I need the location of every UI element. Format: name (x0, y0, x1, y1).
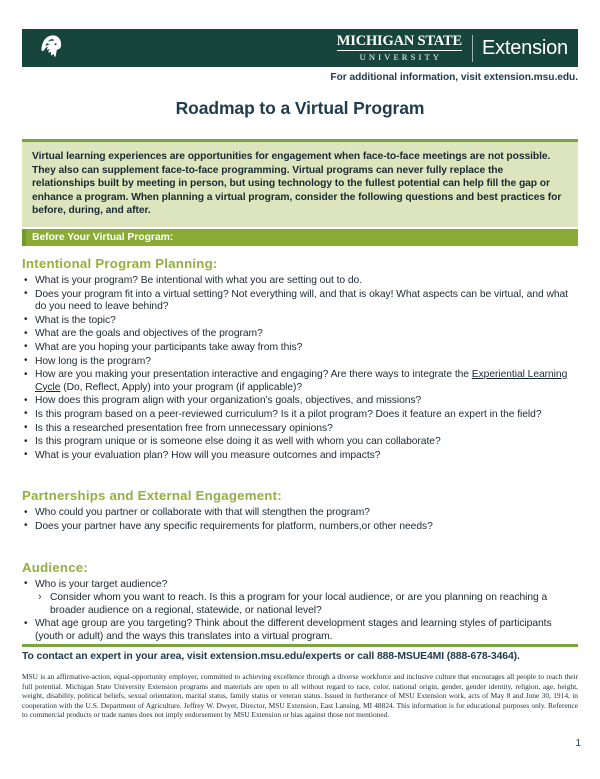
intro-paragraph: Virtual learning experiences are opportunities for engagement when face-to-face meetings are not possible. They also can supplement face-to-face programming. Virtual programs can never fully replace the relationships built by meeting in person, but using technology to the fullest potential can help fill the gap or enhance a program. When planning a virtual program, consider the following questions and best practices for before, during, and after. (32, 151, 562, 216)
section-header-bar-before-your-virtual-program (22, 229, 578, 246)
list-item: • Is this a researched presentation free from unnecessary opinions? (22, 423, 578, 436)
subsection-heading: Audience: (22, 559, 88, 575)
michigan-state-university-wordmark (337, 34, 462, 61)
list-item-label: Who is your target audience? (35, 578, 168, 590)
list-item (22, 579, 578, 618)
list-item: • How does this program align with your organization’s goals, objectives, and missions? (22, 395, 578, 408)
extension-unit-name: Extension (481, 36, 568, 59)
list-item-text-before-link: How are you making your presentation interactive and engaging? Are there ways to integrate the (35, 369, 472, 381)
msu-extension-header-banner (22, 29, 578, 67)
msu-extension-wordmark (337, 32, 568, 64)
list-item: • Does your program fit into a virtual setting? Not everything will, and that is okay! What aspects can be virtual, and what do you need to leave behind? (22, 289, 578, 314)
section-partnerships-and-external-engagement (22, 488, 578, 533)
contact-expert-line: To contact an expert in your area, visit extension.msu.edu/experts or call 888-MSUE4MI (888-678-3464). (22, 651, 520, 662)
list-item: • Is this program unique or is someone else doing it as well with whom you can collaborate? (22, 436, 578, 449)
legal-disclaimer: MSU is an affirmative-action, equal-opportunity employer, committed to achieving excellence through a diverse workforce and inclusive culture that encourages all people to reach their full potential. Michigan State University Extension programs and materials are open to all without regard to race, color, national origin, gender, gender identity, religion, age, height, weight, disability, political beliefs, sexual orientation, marital status, family status or veteran status. Issued in furtherance of MSU Extension work, acts of May 8 and June 30, 1914, in cooperation with the U.S. Department of Agriculture. Jeffrey W. Dwyer, Director, MSU Extension, East Lansing, MI 48824. This information is for educational purposes only. Reference to commercial products or trade names does not imply endorsement by MSU Extension or bias against those not mentioned. (22, 672, 578, 720)
bullet-list (22, 275, 578, 462)
subsection-heading: Partnerships and External Engagement: (22, 488, 282, 504)
page-title: Roadmap to a Virtual Program (175, 98, 425, 118)
list-item-text-after-link: (Do, Reflect, Apply) into your program (if applicable)? (60, 381, 303, 393)
footer-divider-rule (22, 644, 578, 647)
bullet-list (22, 579, 578, 644)
list-item: • What are the goals and objectives of the program? (22, 328, 578, 341)
list-item-with-link (22, 369, 578, 394)
university-name-line2: UNIVERSITY (359, 51, 443, 62)
subsection-heading: Intentional Program Planning: (22, 256, 218, 271)
list-item: • What are you hoping your participants take away from this? (22, 342, 578, 355)
list-item: • Is this program based on a peer-reviewed curriculum? Is it a pilot program? Does it feature an expert in the field? (22, 409, 578, 422)
section-header-label: Before Your Virtual Program: (32, 232, 174, 243)
page-number: 1 (575, 738, 581, 749)
list-item: • What is your program? Be intentional with what you are setting out to do. (22, 275, 578, 288)
section-intentional-program-planning (22, 256, 578, 462)
document-content (22, 256, 578, 644)
additional-information-line: For additional information, visit extension.msu.edu. (330, 72, 578, 83)
spartan-helmet-icon (34, 32, 68, 64)
list-item: • Who could you partner or collaborate with that will stengthen the program? (22, 507, 578, 520)
bullet-list (22, 507, 578, 533)
sub-bullet-list (35, 592, 578, 617)
list-item: • What age group are you targeting? Think about the different development stages and learning styles of participants (youth or adult) and the ways this translates into a virtual program. (22, 618, 578, 643)
intro-callout-box (22, 139, 578, 227)
university-name-line1: MICHIGAN STATE (336, 33, 462, 50)
list-item: • What is your evaluation plan? How will you measure outcomes and impacts? (22, 450, 578, 463)
list-item: • How long is the program? (22, 356, 578, 369)
section-audience (22, 560, 578, 644)
experiential-learning-cycle-link[interactable]: Experiential Learning Cycle (35, 369, 568, 393)
sub-list-item: › Consider whom you want to reach. Is this a program for your local audience, or are you planning on reaching a broader audience on a regional, statewide, or national level? (35, 592, 578, 617)
list-item: • What is the topic? (22, 315, 578, 328)
wordmark-divider (472, 35, 473, 62)
list-item: • Does your partner have any specific requirements for platform, numbers,or other needs? (22, 521, 578, 534)
